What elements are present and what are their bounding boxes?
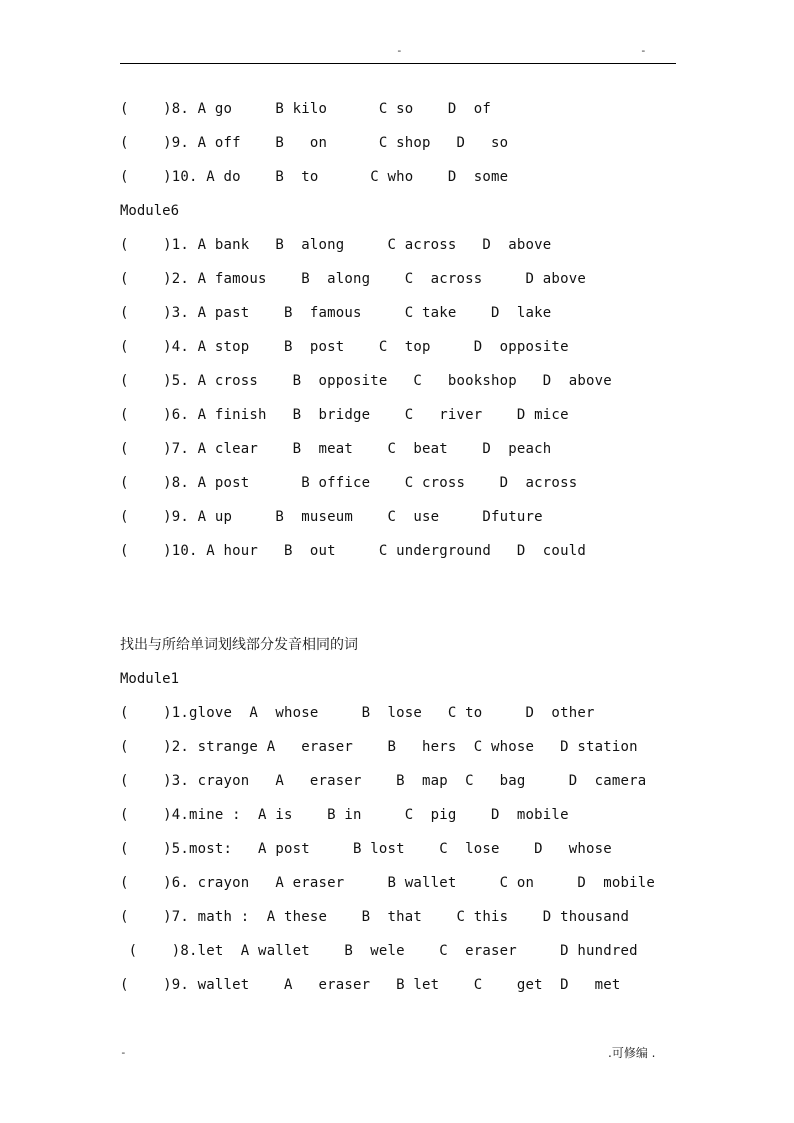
footer-mark-left: -: [120, 1046, 127, 1059]
question-line: ( )5.most: A post B lost C lose D whose: [120, 841, 612, 857]
question-line: ( )1.glove A whose B lose C to D other: [120, 705, 595, 721]
question-line: ( )2. strange A eraser B hers C whose D station: [120, 739, 638, 755]
header-mark-right: -: [640, 44, 647, 57]
question-line: ( )4. A stop B post C top D opposite: [120, 339, 569, 355]
question-line: ( )9. wallet A eraser B let C get D met: [120, 977, 621, 993]
question-line: ( )8. A post B office C cross D across: [120, 475, 578, 491]
question-line: ( )9. A off B on C shop D so: [120, 135, 509, 151]
question-line: ( )8.let A wallet B wele C eraser D hundred: [120, 943, 638, 959]
question-line: ( )9. A up B museum C use Dfuture: [120, 509, 543, 525]
question-line: ( )7. math : A these B that C this D thousand: [120, 909, 630, 925]
question-line: ( )4.mine : A is B in C pig D mobile: [120, 807, 569, 823]
module-heading: Module6: [120, 203, 180, 219]
question-line: ( )10. A do B to C who D some: [120, 169, 509, 185]
question-line: ( )6. crayon A eraser B wallet C on D mobile: [120, 875, 655, 891]
header-mark-left: -: [396, 44, 403, 57]
question-line: ( )7. A clear B meat C beat D peach: [120, 441, 552, 457]
question-line: ( )3. crayon A eraser B map C bag D camera: [120, 773, 647, 789]
question-line: ( )8. A go B kilo C so D of: [120, 101, 492, 117]
exercise-instruction: 找出与所给单词划线部分发音相同的词: [120, 637, 358, 653]
question-line: ( )5. A cross B opposite C bookshop D above: [120, 373, 612, 389]
module-heading: Module1: [120, 671, 180, 687]
section-gap: [120, 568, 680, 628]
footer-editable-note: .可修编 .: [608, 1046, 656, 1060]
question-line: ( )2. A famous B along C across D above: [120, 271, 586, 287]
header-rule: [120, 63, 676, 64]
question-line: ( )10. A hour B out C underground D could: [120, 543, 586, 559]
question-line: ( )3. A past B famous C take D lake: [120, 305, 552, 321]
question-line: ( )6. A finish B bridge C river D mice: [120, 407, 569, 423]
question-line: ( )1. A bank B along C across D above: [120, 237, 552, 253]
document-body: [120, 92, 680, 1002]
